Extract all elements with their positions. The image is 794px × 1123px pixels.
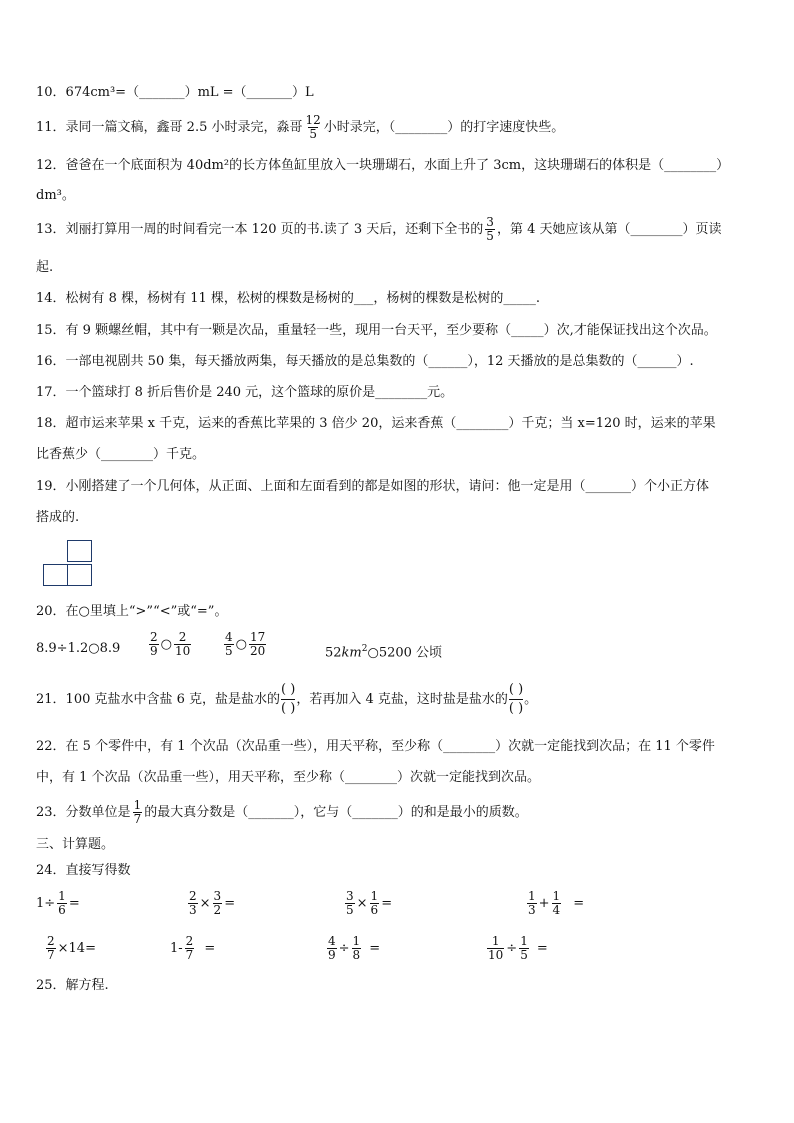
calc-item — [325, 935, 380, 962]
question-number: 19． — [36, 479, 66, 494]
equals: = — [536, 941, 548, 956]
numerator: 2 — [47, 934, 55, 948]
numerator: 2 — [178, 630, 187, 644]
question-number: 21． — [36, 692, 66, 707]
operand: 1÷ — [36, 896, 56, 911]
blank-numerator[interactable]: ( ) — [508, 682, 524, 697]
numerator: 1 — [370, 889, 379, 903]
question-text: 在 5 个零件中，有 1 个次品（次品重一些），用天平称，至少称（________）次就一定能找到次品；在 11 个零件 — [65, 739, 715, 754]
question-number: 11． — [36, 120, 66, 135]
numerator: 2 — [189, 889, 197, 903]
numerator: 1 — [528, 889, 536, 903]
question-text: 超市运来苹果 x 千克，运来的香蕉比苹果的 3 倍少 20，运来香蕉（________）千克；当 x=120 时，运来的苹果 — [65, 416, 716, 431]
blank-denominator[interactable]: ( ) — [508, 701, 524, 716]
question-20 — [36, 603, 760, 621]
equals: = — [381, 896, 393, 911]
section-heading: 三、计算题。 — [36, 837, 115, 852]
question-17 — [36, 384, 760, 402]
calc-item — [186, 890, 235, 917]
calc-item — [485, 935, 548, 962]
compare-circle: ○ — [160, 637, 172, 652]
denominator: 3 — [189, 903, 197, 917]
question-number: 17． — [36, 385, 66, 400]
question-text: 。 — [524, 692, 538, 707]
blank-numerator[interactable]: ( ) — [281, 682, 296, 697]
question-12-cont — [36, 187, 760, 205]
question-text: 中，有 1 个次品（次品重一些），用天平称，至少称（________）次就一定能找到次品。 — [36, 770, 541, 785]
question-text: 一个篮球打 8 折后售价是 240 元，这个篮球的原价是________元。 — [65, 385, 454, 400]
question-text: 起. — [36, 260, 54, 275]
question-number: 10． — [36, 85, 66, 100]
numerator: 1 — [520, 934, 528, 948]
numerator: 4 — [225, 630, 233, 644]
operator: × — [199, 896, 211, 911]
blank-fraction[interactable] — [281, 681, 295, 718]
compare-item-2 — [147, 631, 193, 658]
equals: = — [573, 896, 585, 911]
denominator: 6 — [370, 903, 379, 917]
numerator: 3 — [346, 889, 354, 903]
blank-denominator[interactable]: ( ) — [281, 701, 296, 716]
operand: 1- — [170, 941, 183, 956]
question-24 — [36, 862, 760, 880]
question-text: 有 9 颗螺丝帽，其中有一颗是次品，重量轻一些，现用一台天平，至少要称（_____）次,才能保证找出这个次品。 — [65, 323, 717, 338]
question-text: 674cm³=（_______）mL =（_______）L — [65, 85, 314, 100]
question-text: 的最大真分数是（_______），它与（_______）的和是最小的质数。 — [144, 805, 528, 820]
question-19 — [36, 478, 760, 496]
equals: ×14= — [57, 941, 96, 956]
question-text: 直接写得数 — [65, 863, 131, 878]
compare-circle: ○ — [235, 637, 247, 652]
equals: = — [224, 896, 236, 911]
denominator: 5 — [309, 127, 317, 141]
denominator: 7 — [185, 948, 194, 962]
denominator: 5 — [520, 948, 528, 962]
operator: ÷ — [506, 941, 518, 956]
question-23 — [36, 797, 760, 829]
question-number: 15． — [36, 323, 66, 338]
compare-item-3 — [222, 631, 268, 658]
question-text: 解方程. — [65, 978, 109, 993]
equals: = — [369, 941, 381, 956]
equals: = — [204, 941, 216, 956]
calc-item — [170, 935, 215, 962]
question-number: 25． — [36, 978, 66, 993]
question-11 — [36, 112, 760, 144]
blank-fraction[interactable] — [509, 681, 523, 718]
operator: ÷ — [338, 941, 350, 956]
question-15 — [36, 322, 760, 340]
question-18-cont — [36, 446, 760, 464]
numerator: 1 — [352, 934, 361, 948]
question-text: 分数单位是 — [65, 805, 131, 820]
square-cell — [67, 564, 92, 586]
unit: km — [341, 645, 362, 661]
numerator: 17 — [249, 630, 266, 644]
numerator: 2 — [150, 630, 158, 644]
denominator: 5 — [225, 644, 233, 658]
calc-item — [36, 890, 80, 917]
numerator: 1 — [552, 889, 561, 903]
denominator: 20 — [249, 644, 266, 658]
calc-item — [525, 890, 584, 917]
denominator: 5 — [346, 903, 354, 917]
unit-exponent: 2 — [361, 644, 368, 654]
numerator: 1 — [58, 889, 66, 903]
question-text: 小刚搭建了一个几何体，从正面、上面和左面看到的都是如图的形状，请问：他一定是用（_______）个小正方体 — [65, 479, 710, 494]
question-text: ，第 4 天她应该从第（________）页读 — [496, 222, 722, 237]
question-13-cont — [36, 259, 760, 277]
denominator: 6 — [58, 903, 66, 917]
question-text: 比香蕉少（________）千克。 — [36, 447, 206, 462]
question-text: 录同一篇文稿，鑫哥 2.5 小时录完，淼哥 — [65, 120, 303, 135]
fraction — [485, 216, 495, 243]
cube-view-figure — [43, 540, 97, 588]
square-cell — [67, 540, 92, 562]
numerator: 2 — [185, 934, 194, 948]
question-text: 搭成的. — [36, 510, 80, 525]
question-22-cont — [36, 769, 760, 787]
denominator: 7 — [133, 812, 142, 826]
value: 52 — [325, 645, 342, 661]
question-10 — [36, 84, 760, 102]
question-12 — [36, 157, 760, 175]
question-text: 爸爸在一个底面积为 40dm²的长方体鱼缸里放入一块珊瑚石，水面上升了 3cm，这块珊瑚石的体积是（________） — [65, 158, 730, 173]
question-number: 13． — [36, 222, 66, 237]
compare-item-4 — [325, 640, 442, 662]
denominator: 2 — [213, 903, 222, 917]
numerator: 1 — [133, 798, 142, 812]
question-13 — [36, 214, 760, 246]
question-number: 20． — [36, 604, 66, 619]
denominator: 5 — [486, 229, 494, 243]
question-text: dm³。 — [36, 188, 75, 203]
question-21 — [36, 680, 760, 720]
question-14 — [36, 290, 760, 308]
question-number: 24． — [36, 863, 66, 878]
question-text: ，若再加入 4 克盐，这时盐是盐水的 — [296, 692, 508, 707]
question-16 — [36, 353, 760, 371]
question-19-cont — [36, 509, 760, 527]
operator: + — [538, 896, 550, 911]
numerator: 3 — [213, 889, 222, 903]
denominator: 4 — [552, 903, 561, 917]
calc-item — [44, 935, 96, 962]
question-text: 小时录完，（________）的打字速度快些。 — [323, 120, 565, 135]
denominator: 9 — [328, 948, 336, 962]
question-number: 18． — [36, 416, 66, 431]
question-25 — [36, 977, 760, 995]
equals: = — [68, 896, 80, 911]
value: ○5200 公顷 — [367, 645, 443, 661]
numerator: 1 — [491, 934, 500, 948]
numerator: 4 — [328, 934, 336, 948]
question-number: 12． — [36, 158, 66, 173]
denominator: 10 — [174, 644, 191, 658]
compare-item-1: 8.9÷1.2○8.9 — [36, 641, 121, 656]
question-number: 14． — [36, 291, 66, 306]
operator: × — [356, 896, 368, 911]
denominator: 9 — [150, 644, 158, 658]
question-text: 100 克盐水中含盐 6 克，盐是盐水的 — [65, 692, 281, 707]
fraction — [133, 799, 143, 826]
question-22 — [36, 738, 760, 756]
question-18 — [36, 415, 760, 433]
square-cell — [43, 564, 68, 586]
denominator: 8 — [352, 948, 361, 962]
denominator: 10 — [488, 948, 504, 962]
calc-item — [343, 890, 392, 917]
question-number: 22． — [36, 739, 66, 754]
question-text: 一部电视剧共 50 集，每天播放两集，每天播放的是总集数的（______），12 天播放的是总集数的（______）. — [65, 354, 694, 369]
numerator: 12 — [305, 113, 321, 127]
denominator: 3 — [528, 903, 536, 917]
question-number: 16． — [36, 354, 66, 369]
denominator: 7 — [47, 948, 55, 962]
numerator: 3 — [486, 215, 494, 229]
question-number: 23． — [36, 805, 66, 820]
question-text: 在○里填上“>”“<”或“=”。 — [65, 604, 228, 619]
question-text: 松树有 8 棵，杨树有 11 棵，松树的棵数是杨树的___，杨树的棵数是松树的_____. — [65, 291, 541, 306]
question-text: 刘丽打算用一周的时间看完一本 120 页的书.读了 3 天后，还剩下全书的 — [65, 222, 484, 237]
fraction — [305, 114, 322, 141]
